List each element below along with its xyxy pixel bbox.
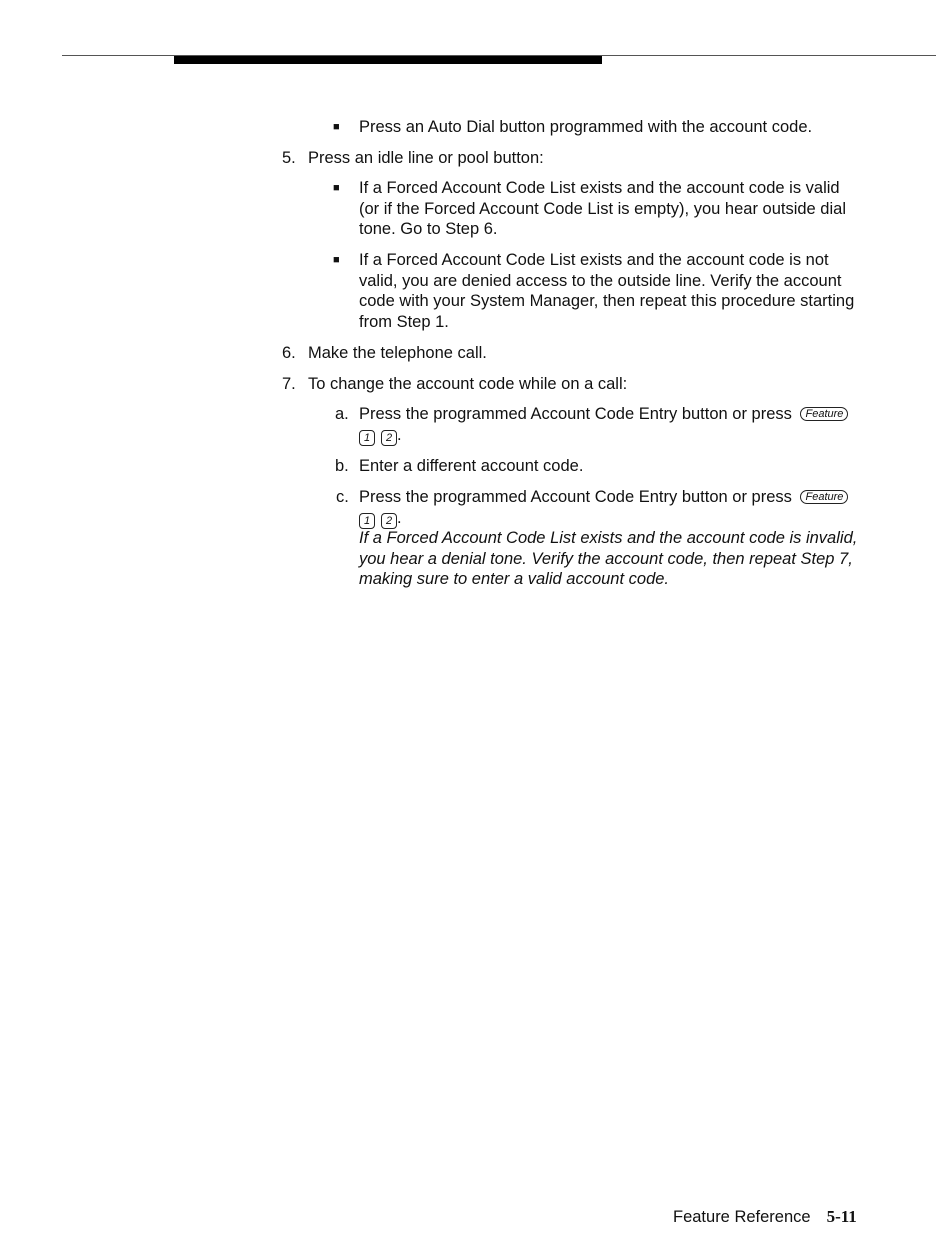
step-5-bullet-1-line: (or if the Forced Account Code List is empty), you hear outside dial	[359, 200, 846, 218]
step-5-bullet-2-line: valid, you are denied access to the outside line. Verify the account	[359, 272, 842, 290]
header-bar	[174, 56, 602, 64]
bullet-marker: ■	[333, 182, 340, 194]
step-7-text: To change the account code while on a call:	[308, 375, 628, 393]
auto-dial-text: Press an Auto Dial button programmed with the account code.	[359, 118, 813, 136]
footer-section: Feature Reference	[673, 1208, 811, 1226]
step-7a-digits	[359, 425, 402, 446]
step-5-bullet-1-line: tone. Go to Step 6.	[359, 220, 498, 238]
step-7b-label: b.	[335, 457, 349, 475]
step-5-bullet-1-line: If a Forced Account Code List exists and the account code is valid	[359, 179, 840, 197]
step-5-bullet-2-line: from Step 1.	[359, 313, 449, 331]
step-7c-digits	[359, 508, 402, 529]
step-5-bullet-2-line: code with your System Manager, then repeat this procedure starting	[359, 292, 855, 310]
bullet-marker: ■	[333, 254, 340, 266]
step-7b-text: Enter a different account code.	[359, 457, 584, 475]
digit-2-key-icon: 2	[381, 430, 397, 446]
step-7c-text: Press the programmed Account Code Entry button or press	[359, 488, 792, 506]
step-7c-label: c.	[336, 488, 349, 506]
step-7c-line	[359, 487, 848, 508]
feature-key-icon: Feature	[800, 490, 848, 504]
step-6-number: 6.	[282, 344, 296, 362]
step-7a-line	[359, 404, 848, 425]
digit-1-key-icon: 1	[359, 430, 375, 446]
feature-key-icon: Feature	[800, 407, 848, 421]
step-7a-label: a.	[335, 405, 349, 423]
step-7c-note-line: you hear a denial tone. Verify the account code, then repeat Step 7,	[359, 550, 853, 568]
digit-2-key-icon: 2	[381, 513, 397, 529]
step-7a-period: .	[397, 426, 402, 444]
step-5-number: 5.	[282, 149, 296, 167]
step-6-text: Make the telephone call.	[308, 344, 487, 362]
step-5-bullet-2-line: If a Forced Account Code List exists and the account code is not	[359, 251, 829, 269]
step-5-text: Press an idle line or pool button:	[308, 149, 544, 167]
page-footer	[673, 1207, 857, 1227]
bullet-marker: ■	[333, 121, 340, 133]
step-7c-note-line: If a Forced Account Code List exists and the account code is invalid,	[359, 529, 858, 547]
step-7c-period: .	[397, 509, 402, 527]
step-7c-note-line: making sure to enter a valid account code.	[359, 570, 670, 588]
digit-1-key-icon: 1	[359, 513, 375, 529]
step-7a-text: Press the programmed Account Code Entry button or press	[359, 405, 792, 423]
step-7-number: 7.	[282, 375, 296, 393]
page-number: 5-11	[826, 1207, 857, 1226]
